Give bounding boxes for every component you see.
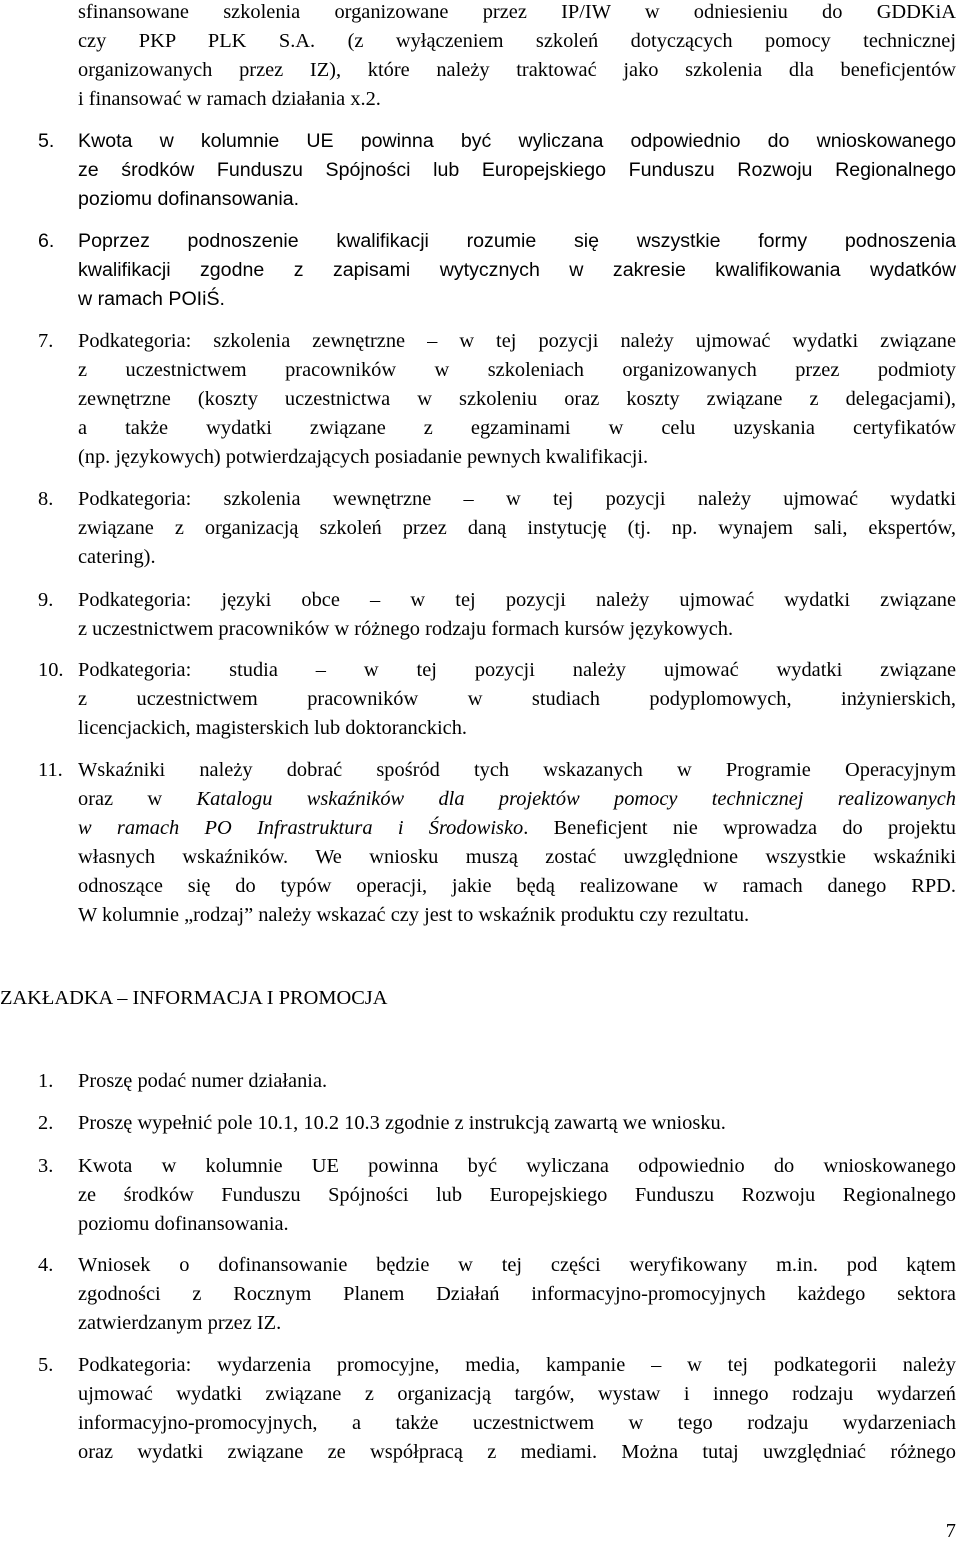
text-line: z uczestnictwem pracowników w studiach podyplomowych, inżynierskich, <box>78 688 956 710</box>
text-line: własnych wskaźników. We wniosku muszą zostać uwzględnione wszystkie wskaźniki <box>78 846 956 868</box>
list-number: 1. <box>38 1070 54 1092</box>
list-number: 9. <box>38 589 54 611</box>
list-number: 7. <box>38 330 54 352</box>
text-line: catering). <box>78 546 156 568</box>
text-line: licencjackich, magisterskich lub doktoranckich. <box>78 717 467 739</box>
list-number: 3. <box>38 1155 54 1177</box>
text-line: kwalifikacji zgodne z zapisami wytycznych w zakresie kwalifikowania wydatków <box>78 259 956 281</box>
text-line: ujmować wydatki związane z organizacją targów, wystaw i innego rodzaju wydarzeń <box>78 1383 956 1405</box>
text-span: oraz w <box>78 788 197 810</box>
continuation-paragraph <box>78 0 956 114</box>
section-heading: ZAKŁADKA – INFORMACJA I PROMOCJA <box>0 987 388 1009</box>
text-line: Podkategoria: szkolenia zewnętrzne – w tej pozycji należy ujmować wydatki związane <box>78 330 956 352</box>
list-item-11 <box>38 756 956 930</box>
text-line: zgodności z Rocznym Planem Działań informacyjno-promocyjnych każdego sektora <box>78 1283 956 1305</box>
text-line: związane z organizacją szkoleń przez daną instytucję (tj. np. wynajem sali, ekspertów, <box>78 517 956 539</box>
text-line: zewnętrzne (koszty uczestnictwa w szkoleniu oraz koszty związane z delegacjami), <box>78 388 956 410</box>
list-number: 11. <box>38 759 63 781</box>
list-item-5 <box>38 127 956 214</box>
list-item-8 <box>38 485 956 572</box>
text-line: organizowanych przez IZ), które należy traktować jako szkolenia dla beneficjentów <box>78 59 956 81</box>
text-line: Wskaźniki należy dobrać spośród tych wskazanych w Programie Operacyjnym <box>78 759 956 781</box>
text-line: poziomu dofinansowania. <box>78 1213 289 1235</box>
list-item-6 <box>38 227 956 314</box>
text-line: Proszę wypełnić pole 10.1, 10.2 10.3 zgodnie z instrukcją zawartą we wniosku. <box>78 1112 726 1134</box>
text-line: W kolumnie „rodzaj” należy wskazać czy jest to wskaźnik produktu czy rezultatu. <box>78 904 750 926</box>
list-item-9 <box>38 586 956 644</box>
catalog-title-italic: Katalogu wskaźników dla projektów pomocy technicznej realizowanych <box>196 788 956 810</box>
page-number: 7 <box>945 1520 956 1542</box>
text-line <box>78 814 956 843</box>
text-line: Wniosek o dofinansowanie będzie w tej części weryfikowany m.in. pod kątem <box>78 1254 956 1276</box>
list-item-7 <box>38 327 956 472</box>
text-line: i finansować w ramach działania x.2. <box>78 88 381 110</box>
text-line <box>78 785 956 814</box>
text-span: . Beneficjent nie wprowadza do projektu <box>523 817 956 839</box>
list-number: 4. <box>38 1254 54 1276</box>
text-line: sfinansowane szkolenia organizowane przez IP/IW w odniesieniu do GDDKiA <box>78 1 956 23</box>
promo-list-item-2 <box>38 1109 956 1138</box>
text-line: a także wydatki związane z egzaminami w celu uzyskania certyfikatów <box>78 417 956 439</box>
text-line: w ramach POIiŚ. <box>78 288 225 310</box>
list-number: 5. <box>38 1354 54 1376</box>
text-line: Podkategoria: studia – w tej pozycji należy ujmować wydatki związane <box>78 659 956 681</box>
text-line: oraz wydatki związane ze współpracą z mediami. Można tutaj uwzględniać różnego <box>78 1441 956 1463</box>
text-line: Podkategoria: wydarzenia promocyjne, media, kampanie – w tej podkategorii należy <box>78 1354 956 1376</box>
promo-list-item-1 <box>38 1067 956 1096</box>
promo-list-item-3 <box>38 1152 956 1239</box>
text-line: Podkategoria: języki obce – w tej pozycji należy ujmować wydatki związane <box>78 589 956 611</box>
promo-list-item-4 <box>38 1251 956 1338</box>
text-line: odnoszące się do typów operacji, jakie będą realizowane w ramach danego RPD. <box>78 875 956 897</box>
text-line: ze środków Funduszu Spójności lub Europejskiego Funduszu Rozwoju Regionalnego <box>78 159 956 181</box>
text-line: Proszę podać numer działania. <box>78 1070 328 1092</box>
list-item-10 <box>38 656 956 743</box>
text-line: z uczestnictwem pracowników w szkoleniach organizowanych przez podmioty <box>78 359 956 381</box>
text-line: czy PKP PLK S.A. (z wyłączeniem szkoleń dotyczących pomocy technicznej <box>78 30 956 52</box>
list-number: 8. <box>38 488 54 510</box>
text-line: Podkategoria: szkolenia wewnętrzne – w tej pozycji należy ujmować wydatki <box>78 488 956 510</box>
text-line: informacyjno-promocyjnych, a także uczestnictwem w tego rodzaju wydarzeniach <box>78 1412 956 1434</box>
text-line: poziomu dofinansowania. <box>78 188 300 210</box>
text-line: ze środków Funduszu Spójności lub Europejskiego Funduszu Rozwoju Regionalnego <box>78 1184 956 1206</box>
text-line: (np. językowych) potwierdzających posiadanie pewnych kwalifikacji. <box>78 446 649 468</box>
text-line: Poprzez podnoszenie kwalifikacji rozumie się wszystkie formy podnoszenia <box>78 230 956 252</box>
text-line: Kwota w kolumnie UE powinna być wyliczana odpowiednio do wnioskowanego <box>78 1155 956 1177</box>
promo-list-item-5 <box>38 1351 956 1467</box>
text-line: Kwota w kolumnie UE powinna być wyliczana odpowiednio do wnioskowanego <box>78 130 956 152</box>
text-line: z uczestnictwem pracowników w różnego rodzaju formach kursów językowych. <box>78 618 734 640</box>
list-number: 6. <box>38 230 55 252</box>
list-number: 10. <box>38 659 64 681</box>
list-number: 5. <box>38 130 55 152</box>
text-line: zatwierdzanym przez IZ. <box>78 1312 282 1334</box>
list-number: 2. <box>38 1112 54 1134</box>
program-name-italic: w ramach PO Infrastruktura i Środowisko <box>78 817 524 839</box>
